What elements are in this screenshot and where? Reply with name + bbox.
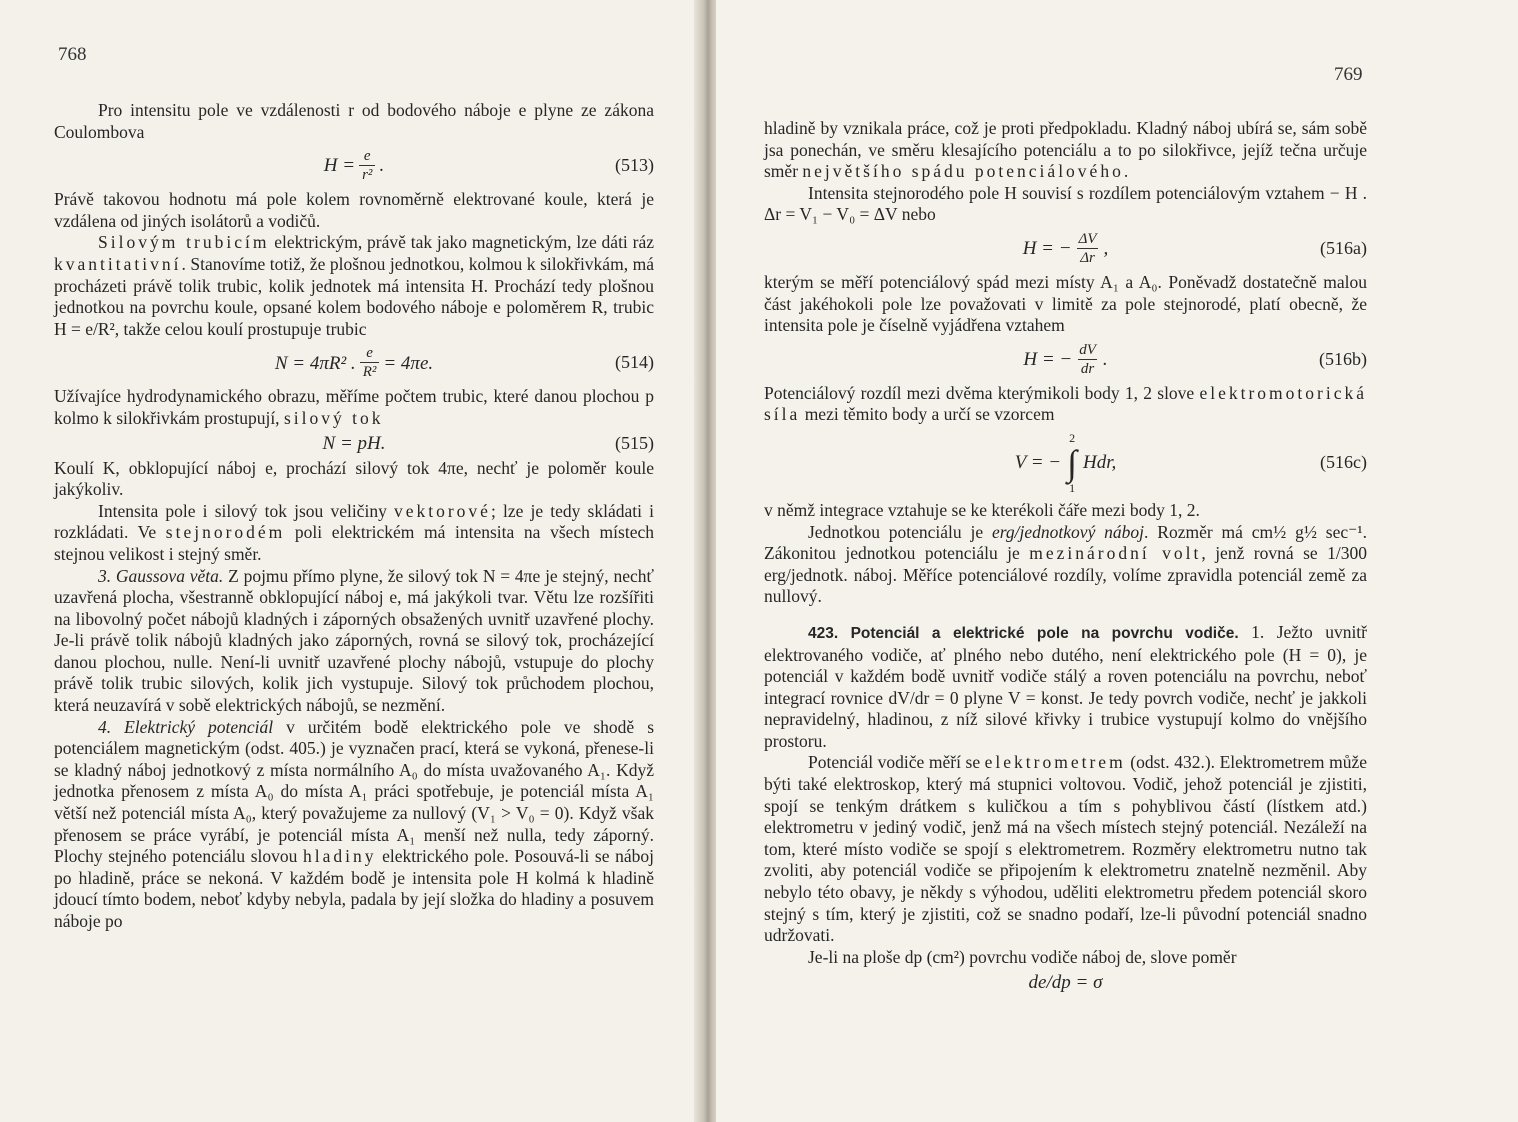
equation-number: (514) [615, 352, 654, 373]
equation-516c [764, 426, 1367, 500]
eq-lhs: H = − [1022, 238, 1072, 260]
equation-number: (515) [615, 432, 654, 453]
upper-limit: 2 [1069, 430, 1076, 445]
eq-tail: , [1103, 238, 1109, 260]
text-run: Jednotkou potenciálu je [808, 521, 992, 542]
equation-number: (513) [615, 155, 654, 176]
denominator: dr [1078, 359, 1097, 378]
text-run: Intensita pole i silový tok jsou veličiny [98, 500, 394, 521]
spaced-term: kvantitativní [54, 253, 182, 274]
text-run: Užívajíce hydrodynamického obrazu, měříme počtem trubic, které danou plochou p kolmo k silokřivkám prostupují, [54, 386, 654, 428]
paragraph [764, 622, 1367, 753]
paragraph: kterým se měří potenciálový spád mezi místy A₁ a A₀. Poněvadž dostatečně malou část jakéhokoli pole lze považovati v limitě za pole stejnorodé, platí obecně, že intensita pole je číselně vyjádřena vztahem [764, 271, 1367, 336]
text-run: , jenž rovná se 1/300 erg/jednotk. náboj. Měříce potenciálové rozdíly, volíme zpravidla potenciál země za nullový. [764, 543, 1367, 607]
paragraph: Právě takovou hodnotu má pole kolem rovnoměrně elektrované koule, která je vzdálena od jiných isolátorů a vodičů. [54, 189, 654, 231]
page-number-right: 769 [1334, 64, 1363, 85]
eq-expr: de/dp = σ [1028, 971, 1103, 993]
text-run: Potenciálový rozdíl mezi dvěma kterýmikoli body 1, 2 slove [764, 382, 1200, 403]
text-run: elektrickým, právě tak jako magnetickým, lze dáti ráz [269, 232, 654, 253]
denominator: R² [360, 362, 380, 381]
eq-tail: = 4πe. [383, 352, 434, 374]
paragraph [764, 383, 1367, 426]
equation-516b [764, 337, 1367, 383]
equation-sigma [764, 968, 1367, 996]
text-run: hladině by vznikala práce, což je proti předpokladu. Kladný náboj ubírá se, sám sobě jsa ponechán, ve směru klesajícího potenciálu a to po silokřivce, jejíž tečna určuje směr [764, 118, 1367, 182]
integral [1067, 432, 1077, 494]
equation-514 [54, 340, 654, 386]
paragraph: Je-li na ploše dp (cm²) povrchu vodiče náboj de, slove poměr [808, 946, 1237, 967]
spaced-term: největšího spádu potenciálového [802, 161, 1124, 182]
spaced-term: silový tok [283, 407, 384, 428]
eq-expr: N = pH. [322, 432, 386, 454]
eq-tail: . [379, 155, 385, 177]
right-text-column [764, 118, 1367, 996]
paragraph [764, 752, 1367, 946]
equation-513 [54, 143, 654, 189]
text-run: poli elektrickém má intensita na všech místech stejnou velikost i stejný směr. [54, 522, 654, 564]
left-page [0, 0, 700, 1122]
text-run: 1. Ježto uvnitř elektrovaného vodiče, ať plného nebo dutého, není elektrického pole (H = 0), je potenciál v každém bodě uvnitř vodiče stálý a roven potenciálu na povrchu, neboť integrací rovnice dV/dr = 0 plyne V = konst. Je tedy povrch vodiče, nechť je jakkoli nepravidelný, hladinou, z níž silové křivky i trubice vystupují kolmo do vnějšího prostoru. [764, 621, 1367, 751]
spaced-term: stejnorodém [165, 522, 286, 543]
denominator: r² [359, 165, 375, 184]
paragraph: Intensita stejnorodého pole H souvisí s rozdílem potenciálovým vztahem − H . Δr = V₁ − V₀ = ΔV nebo [764, 182, 1367, 225]
spaced-term: elektromotorická síla [764, 382, 1367, 425]
paragraph: Koulí K, obklopující náboj e, prochází silový tok 4πe, nechť je poloměr koule jakýkoliv. [54, 457, 654, 500]
paragraph [764, 522, 1367, 608]
text-run: Z pojmu přímo plyne, že silový tok N = 4πe je stejný, nechť uzavřená plocha, všestranně obklopující náboj e, má jakýkoli tvar. Větu lze rozšířiti na libovolný počet nábojů kladných i záporných obsažených uvnitř uzavřené plochy. Je-li právě tolik nábojů kladných jako záporných, rovná se silový tok, procházející danou plochou, nulle. Není-li uvnitř uzavřené plochy nábojů, vstupuje do plochy právě tolik trubic silových, kolik jich vystupuje. Silový tok průchodem plochou, která neuzavírá v sobě elektrických nábojů, se nezmění. [54, 565, 654, 716]
integral-sign: ∫ [1067, 442, 1077, 483]
equation-number: (516a) [1320, 238, 1367, 259]
text-run: elektrického pole. Posouvá-li se náboj po hladině, práce se nekoná. V každém bodě je intensita pole H kolmá k hladině jdoucí tímto bodem, neboť kdyby nebyla, padala by její složka do hladiny a posuvem náboje po [54, 846, 654, 931]
numerator: e [366, 345, 373, 362]
text-run: Potenciál vodiče měří se [808, 752, 985, 773]
paragraph [54, 232, 654, 340]
spaced-term: hladiny [303, 846, 377, 867]
paragraph [54, 501, 654, 566]
fraction [1076, 342, 1099, 378]
fraction [1076, 231, 1100, 267]
section-label: 3. Gaussova věta. [98, 565, 224, 586]
lower-limit: 1 [1069, 480, 1076, 495]
text-run: (odst. 432.). Elektrometrem může býti také elektroskop, který má stupnici voltovou. Vodič, jehož potenciál je zjistiti, spojí se tenkým drátkem s kuličkou a tím s pohyblivou částí (lístkem atd.) elektrometru v jediný vodič, jenž má na všech místech stejný potenciál. Nezáleží na tom, které místo vodiče se spojí s elektrometrem. Rozměry elektrometru nutno tak zvoliti, aby potenciál vodiče se připojením k elektrometru znatelně nezměnil. Aby nebylo této obavy, je někdy s výhodou, uděliti elektrometru předem potenciál skoro stejný s tím, který je zjistiti, což se snadno podaří, lze-li původní potenciál snadno udržovati. [764, 752, 1367, 946]
eq-tail: . [1102, 348, 1108, 370]
paragraph: Pro intensitu pole ve vzdálenosti r od bodového náboje e plyne ze zákona Coulombova [54, 100, 654, 142]
paragraph: v němž integrace vztahuje se ke kterékoli čáře mezi body 1, 2. [764, 499, 1200, 520]
text-run: . [1123, 161, 1129, 182]
paragraph [54, 717, 654, 933]
spaced-term: mezinárodní volt [1029, 543, 1202, 564]
paragraph [54, 566, 654, 717]
text-run: . Stanovíme totiž, že plošnou jednotkou, kolmou k silokřivkám, má procházeti právě tolik trubic, kolik jednotek má intensita H. Prochází tedy plošnou jednotkou na povrchu koule, opsané kolem bodového náboje e poloměrem R, trubic H = e/R², takže celou koulí prostupuje trubic [54, 253, 654, 339]
denominator: Δr [1077, 248, 1098, 267]
page-number-left: 768 [58, 44, 87, 65]
spaced-term: Silovým trubicím [98, 232, 270, 253]
spaced-term: elektrometrem [984, 752, 1126, 773]
text-run: v určitém bodě elektrického pole ve shodě s potenciálem magnetickým (odst. 405.) je vyznačen prací, která se vykoná, přenese-li se kladný náboj jednotkový z místa normálního A₀ do místa uvažovaného A₁. Když jednotka přenosem z místa A₀ do místa A₁ práci spotřebuje, je potenciál místa A₁ větší než potenciál místa A₀, který považujeme za nullový (V₁ > V₀ = 0). Když však přenosem se práce vyrábí, je potenciál místa A₁ menší než nulla, tedy záporný. Plochy stejného potenciálu slovou [54, 716, 654, 867]
spaced-term: vektorové [393, 500, 491, 521]
section-heading: 423. Potenciál a elektrické pole na povrchu vodiče. [808, 624, 1239, 642]
equation-516a [764, 226, 1367, 272]
eq-lhs: N = 4πR² . [274, 352, 356, 374]
numerator: e [363, 148, 371, 165]
equation-number: (516c) [1320, 452, 1367, 473]
text-run: ; lze je tedy skládati i rozkládati. Ve [54, 500, 654, 543]
text-run: mezi těmito body a určí se vzorcem [800, 404, 1055, 425]
paragraph [764, 118, 1367, 183]
eq-tail: Hdr, [1083, 452, 1117, 474]
eq-lhs: H = − [1023, 348, 1073, 370]
fraction [359, 148, 375, 184]
fraction [360, 345, 380, 381]
section-label: 4. Elektrický potenciál [98, 716, 274, 737]
italic-term: erg/jednotkový náboj [992, 521, 1145, 542]
eq-lhs: H = [323, 155, 356, 177]
paragraph [54, 386, 654, 429]
left-text-column [54, 100, 654, 933]
numerator: ΔV [1078, 230, 1097, 247]
equation-515 [54, 430, 654, 458]
text-run: . Rozměr má cm½ g½ sec⁻¹. Zákonitou jednotkou potenciálu je [764, 521, 1367, 564]
equation-number: (516b) [1319, 348, 1367, 369]
numerator: dV [1079, 341, 1096, 358]
eq-lhs: V = − [1014, 452, 1062, 474]
